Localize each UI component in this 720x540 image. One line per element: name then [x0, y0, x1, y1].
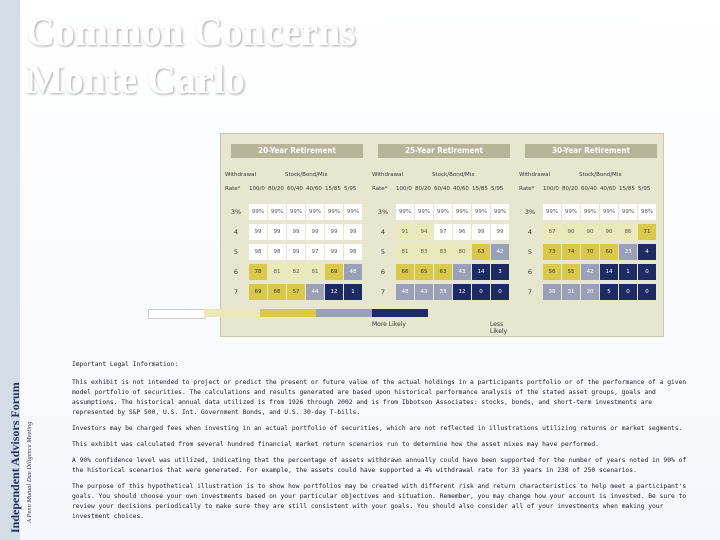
success-rate-cell: 97: [434, 224, 452, 240]
row-rate-label: 7: [380, 288, 386, 296]
success-rate-cell: 99: [287, 244, 305, 260]
success-rate-cell: 0: [638, 264, 656, 280]
success-rate-cell: 87: [543, 224, 561, 240]
brand-name: Independent Advisors Forum: [8, 382, 22, 533]
retirement-panel-3: [519, 144, 659, 324]
legend-swatch-navy: [372, 309, 428, 317]
column-label: 60/40: [287, 186, 303, 192]
success-rate-cell: 23: [619, 244, 637, 260]
success-rate-cell: 99: [344, 224, 362, 240]
success-rate-cell: 12: [453, 284, 471, 300]
success-rate-cell: 86: [619, 224, 637, 240]
success-rate-cell: 56: [543, 264, 561, 280]
slide-title-line-1: Common Concerns: [26, 9, 356, 54]
success-rate-cell: 0: [638, 284, 656, 300]
column-label: 80/20: [268, 186, 284, 192]
row-rate-label: 3%: [524, 208, 536, 216]
panel-title: 30-Year Retirement: [525, 144, 657, 158]
row-rate-label: 4: [380, 228, 386, 236]
column-label: 15/85: [472, 186, 488, 192]
success-rate-cell: 71: [638, 224, 656, 240]
success-rate-cell: 1: [619, 264, 637, 280]
monte-carlo-chart: [220, 133, 664, 337]
likelihood-legend: [148, 309, 508, 335]
legal-paragraph-2: Investors may be charged fees when investing in an actual portfolio of securities, which are not reflected in illustrations utilizing returns or market segments.: [72, 425, 683, 432]
column-label: 5/95: [491, 186, 504, 192]
success-rate-cell: 99%: [581, 204, 599, 220]
success-rate-cell: 99%: [396, 204, 414, 220]
success-rate-cell: 5: [600, 284, 618, 300]
legal-paragraph-5: The purpose of this hypothetical illustration is to show how portfolios may be created with different risk and return characteristics to help meet a participant's goals. You should choose your own investments based on your particular objectives and situation. Remember, you may change how your account is invested. Be sure to review your decisions periodically to make sure they are still consistent with your goals. You should also consider all of your investments when making your investment choices.: [72, 483, 687, 520]
success-rate-cell: 73: [543, 244, 561, 260]
legal-paragraph-3: This exhibit was calculated from several hundred financial market return scenarios run to determine how the asset mixes may have performed.: [72, 441, 599, 448]
success-rate-cell: 98%: [638, 204, 656, 220]
success-rate-cell: 99%: [287, 204, 305, 220]
success-rate-cell: 98: [344, 244, 362, 260]
success-rate-cell: 80: [453, 244, 471, 260]
row-rate-label: 6: [527, 268, 533, 276]
success-rate-cell: 65: [415, 264, 433, 280]
success-rate-cell: 42: [491, 244, 509, 260]
row-rate-label: 4: [233, 228, 239, 236]
legend-less-likely: Less Likely: [490, 321, 508, 335]
success-rate-cell: 99%: [472, 204, 490, 220]
column-label: 40/60: [600, 186, 616, 192]
legal-heading: Important Legal Information:: [72, 361, 179, 368]
retirement-panel-2: [372, 144, 512, 324]
success-rate-cell: 63: [472, 244, 490, 260]
mix-label: Stock/Bond/Mix: [285, 172, 328, 178]
success-rate-cell: 99%: [306, 204, 324, 220]
legend-swatch-gray: [316, 309, 372, 317]
success-rate-cell: 69: [325, 264, 343, 280]
legal-paragraph-1: This exhibit is not intended to project or predict the present or future value of the actual holdings in a participants portfolio or of the performance of a given model portfolio of securities. The calculations and results generated are based upon historical performance analysis of the stated asset groups, goals and assumptions. The historical annual data utilized is from 1926 through 2002 and is from Ibbotson Associates: stocks, bonds, and short-term investments are represented by S&P 500, U.S. Int. Government Bonds, and U.S. 30-day T-bills.: [72, 379, 687, 416]
success-rate-cell: 99%: [491, 204, 509, 220]
success-rate-cell: 99%: [543, 204, 561, 220]
success-rate-cell: 99%: [268, 204, 286, 220]
success-rate-cell: 98: [249, 244, 267, 260]
success-rate-cell: 57: [287, 284, 305, 300]
legal-disclosure: [72, 360, 692, 528]
brand-vertical: [0, 375, 39, 535]
success-rate-cell: 99%: [325, 204, 343, 220]
row-rate-label: 7: [233, 288, 239, 296]
success-rate-cell: 48: [396, 284, 414, 300]
success-rate-cell: 99%: [619, 204, 637, 220]
legal-paragraph-4: A 90% confidence level was utilized, indicating that the percentage of assets withdrawn annually could have been supported for the number of years noted in 90% of the historical scenarios that were generated. For example, the assets could have supported a 4% withdrawal rate for 33 years in 238 of 250 scenarios.: [72, 457, 687, 474]
rate-label: Rate*: [519, 186, 535, 192]
success-rate-cell: 44: [306, 284, 324, 300]
panel-title: 25-Year Retirement: [378, 144, 510, 158]
success-rate-cell: 68: [268, 284, 286, 300]
success-rate-cell: 99: [491, 224, 509, 240]
retirement-panels: [225, 144, 659, 324]
row-rate-label: 3%: [377, 208, 389, 216]
success-rate-cell: 81: [268, 264, 286, 280]
success-rate-cell: 96: [453, 224, 471, 240]
success-rate-cell: 99%: [249, 204, 267, 220]
success-rate-cell: 33: [434, 284, 452, 300]
success-rate-cell: 99%: [415, 204, 433, 220]
success-rate-cell: 0: [472, 284, 490, 300]
success-rate-cell: 99: [472, 224, 490, 240]
column-label: 60/40: [434, 186, 450, 192]
withdrawal-label: Withdrawal: [519, 172, 551, 178]
column-label: 40/60: [306, 186, 322, 192]
success-rate-cell: 63: [434, 264, 452, 280]
success-rate-cell: 91: [396, 224, 414, 240]
success-rate-cell: 90: [562, 224, 580, 240]
row-rate-label: 7: [527, 288, 533, 296]
success-rate-cell: 99%: [562, 204, 580, 220]
legend-swatch-pale: [204, 309, 260, 317]
legend-swatch-yellow: [260, 309, 316, 317]
success-rate-cell: 98: [268, 244, 286, 260]
slide-title: [26, 8, 356, 104]
success-rate-cell: 74: [562, 244, 580, 260]
success-rate-cell: 69: [249, 284, 267, 300]
success-rate-cell: 31: [562, 284, 580, 300]
success-rate-cell: 99: [306, 224, 324, 240]
success-rate-cell: 90: [581, 224, 599, 240]
success-rate-cell: 82: [287, 264, 305, 280]
success-rate-cell: 99%: [344, 204, 362, 220]
legend-more-likely: More Likely: [372, 321, 406, 328]
withdrawal-label: Withdrawal: [372, 172, 404, 178]
success-rate-cell: 99: [325, 224, 343, 240]
success-rate-cell: 0: [491, 284, 509, 300]
column-label: 80/20: [562, 186, 578, 192]
column-label: 100/0: [396, 186, 412, 192]
column-label: 15/85: [325, 186, 341, 192]
success-rate-cell: 99%: [600, 204, 618, 220]
success-rate-cell: 99%: [434, 204, 452, 220]
rate-label: Rate*: [225, 186, 241, 192]
success-rate-cell: 43: [415, 284, 433, 300]
success-rate-cell: 55: [562, 264, 580, 280]
success-rate-cell: 60: [600, 244, 618, 260]
column-label: 100/0: [249, 186, 265, 192]
row-rate-label: 6: [233, 268, 239, 276]
success-rate-cell: 14: [472, 264, 490, 280]
success-rate-cell: 43: [453, 264, 471, 280]
mix-label: Stock/Bond/Mix: [579, 172, 622, 178]
column-label: 5/95: [344, 186, 357, 192]
success-rate-cell: 66: [396, 264, 414, 280]
row-rate-label: 4: [527, 228, 533, 236]
mix-label: Stock/Bond/Mix: [432, 172, 475, 178]
column-label: 100/0: [543, 186, 559, 192]
success-rate-cell: 99%: [453, 204, 471, 220]
success-rate-cell: 94: [415, 224, 433, 240]
row-rate-label: 6: [380, 268, 386, 276]
retirement-panel-1: [225, 144, 365, 324]
success-rate-cell: 83: [415, 244, 433, 260]
success-rate-cell: 4: [638, 244, 656, 260]
column-label: 40/60: [453, 186, 469, 192]
success-rate-cell: 99: [268, 224, 286, 240]
panel-title: 20-Year Retirement: [231, 144, 363, 158]
success-rate-cell: 12: [325, 284, 343, 300]
success-rate-cell: 3: [491, 264, 509, 280]
column-label: 15/85: [619, 186, 635, 192]
row-rate-label: 5: [527, 248, 533, 256]
success-rate-cell: 0: [619, 284, 637, 300]
success-rate-cell: 20: [581, 284, 599, 300]
success-rate-cell: 83: [434, 244, 452, 260]
withdrawal-label: Withdrawal: [225, 172, 257, 178]
row-rate-label: 3%: [230, 208, 242, 216]
column-label: 80/20: [415, 186, 431, 192]
success-rate-cell: 97: [306, 244, 324, 260]
success-rate-cell: 90: [600, 224, 618, 240]
brand-tagline: A Penn Mutual Due Diligence Meeting: [26, 421, 33, 523]
success-rate-cell: 99: [287, 224, 305, 240]
success-rate-cell: 14: [600, 264, 618, 280]
slide-title-line-2: Monte Carlo: [26, 57, 245, 102]
success-rate-cell: 1: [344, 284, 362, 300]
success-rate-cell: 78: [249, 264, 267, 280]
column-label: 60/40: [581, 186, 597, 192]
success-rate-cell: 99: [249, 224, 267, 240]
column-label: 5/95: [638, 186, 651, 192]
rate-label: Rate*: [372, 186, 388, 192]
success-rate-cell: 48: [344, 264, 362, 280]
row-rate-label: 5: [233, 248, 239, 256]
legend-swatch-white: [148, 309, 206, 319]
success-rate-cell: 38: [543, 284, 561, 300]
success-rate-cell: 42: [581, 264, 599, 280]
success-rate-cell: 70: [581, 244, 599, 260]
success-rate-cell: 81: [306, 264, 324, 280]
success-rate-cell: 81: [396, 244, 414, 260]
row-rate-label: 5: [380, 248, 386, 256]
success-rate-cell: 99: [325, 244, 343, 260]
